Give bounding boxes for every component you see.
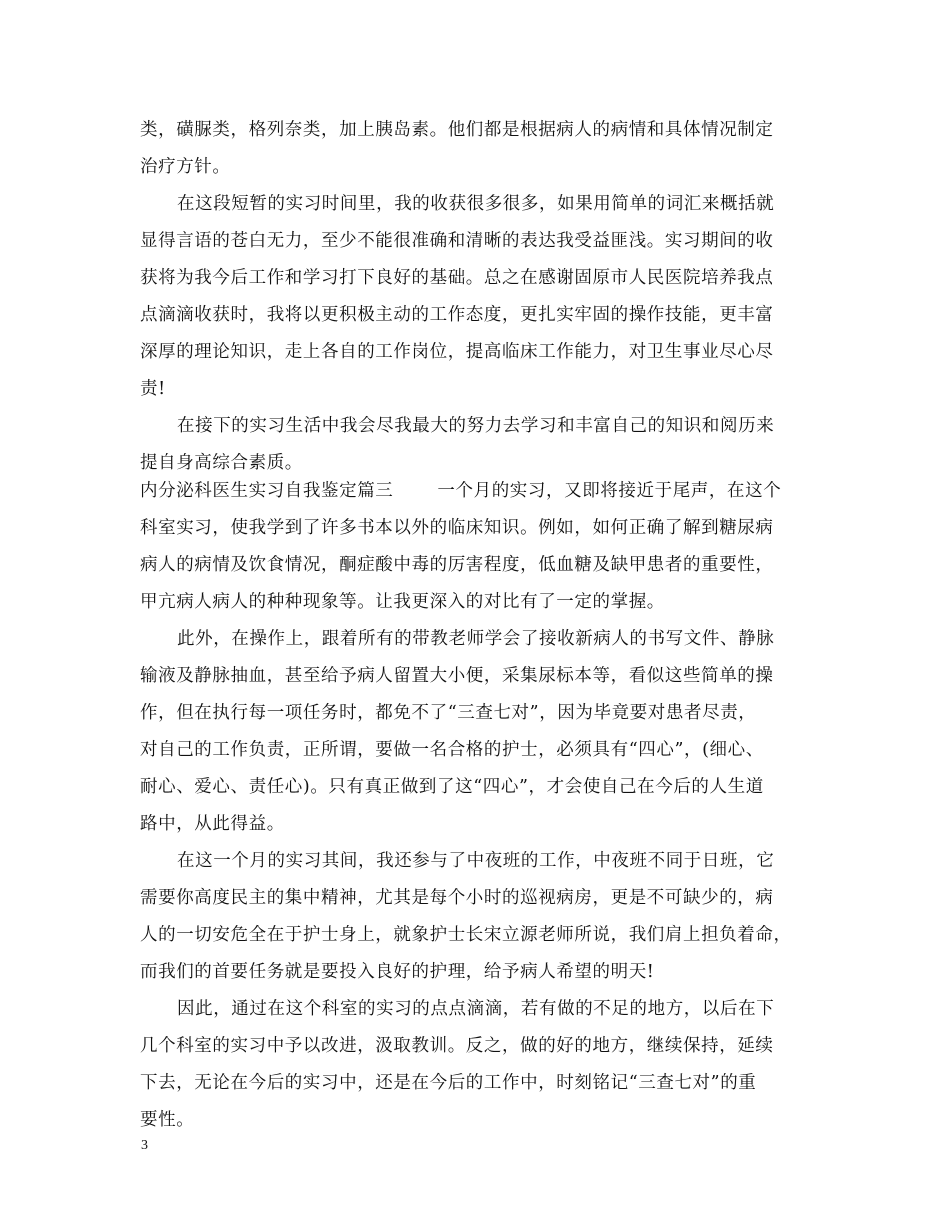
text-line: 而我们的首要任务就是要投入良好的护理，给予病人希望的明天! bbox=[140, 962, 655, 982]
text-line: 病人的病情及饮食情况，酮症酸中毒的厉害程度，低血糖及缺甲患者的重要性， bbox=[140, 555, 774, 575]
text-line: 责! bbox=[140, 379, 166, 399]
text-line: 科室实习，使我学到了许多书本以外的临床知识。例如，如何正确了解到糖尿病 bbox=[140, 518, 774, 538]
paragraph-start-line: 在这段短暂的实习时间里，我的收获很多很多，如果用简单的词汇来概括就 bbox=[177, 194, 775, 214]
text-line: 耐心、爱心、责任心)。只有真正做到了这“四心”，才会使自己在今后的人生道 bbox=[140, 777, 764, 797]
text-line: 输液及静脉抽血，甚至给予病人留置大小便，采集尿标本等，看似这些简单的操 bbox=[140, 666, 774, 686]
text-line: 甲亢病人病人的种种现象等。让我更深入的对比有了一定的掌握。 bbox=[140, 592, 665, 612]
text-line: 作，但在执行每一项任务时，都免不了“三查七对”，因为毕竟要对患者尽责， bbox=[140, 703, 757, 723]
text-line: 路中，从此得益。 bbox=[140, 814, 285, 834]
text-line: 下去，无论在今后的实习中，还是在今后的工作中，时刻铭记“三查七对”的重 bbox=[140, 1073, 757, 1093]
text-line: 点滴滴收获时，我将以更积极主动的工作态度，更扎实牢固的操作技能，更丰富 bbox=[140, 305, 774, 325]
section-heading-line bbox=[140, 479, 781, 503]
text-line: 深厚的理论知识，走上各自的工作岗位，提高临床工作能力，对卫生事业尽心尽 bbox=[140, 342, 774, 362]
text-line: 治疗方针。 bbox=[140, 157, 231, 177]
text-line: 类，磺脲类，格列奈类，加上胰岛素。他们都是根据病人的病情和具体情况制定 bbox=[140, 120, 774, 140]
text-line: 对自己的工作负责，正所谓，要做一名合格的护士，必须具有“四心”，(细心、 bbox=[140, 740, 764, 760]
text-line: 需要你高度民主的集中精神，尤其是每个小时的巡视病房，更是不可缺少的，病 bbox=[140, 888, 774, 908]
text-line: 人的一切安危全在于护士身上，就象护士长宋立源老师所说，我们肩上担负着命， bbox=[140, 925, 792, 945]
text-line: 要性。 bbox=[140, 1110, 195, 1130]
paragraph-start-line: 此外，在操作上，跟着所有的带教老师学会了接收新病人的书写文件、静脉 bbox=[177, 629, 775, 649]
text-line: 提自身高综合素质。 bbox=[140, 453, 303, 473]
text-line: 获将为我今后工作和学习打下良好的基础。总之在感谢固原市人民医院培养我点 bbox=[140, 268, 774, 288]
paragraph-start-line: 在这一个月的实习其间，我还参与了中夜班的工作，中夜班不同于日班，它 bbox=[177, 851, 775, 871]
text-line: 一个月的实习，又即将接近于尾声，在这个 bbox=[437, 481, 782, 501]
text-line: 几个科室的实习中予以改进，汲取教训。反之，做的好的地方，继续保持，延续 bbox=[140, 1036, 774, 1056]
paragraph-start-line: 因此，通过在这个科室的实习的点点滴滴，若有做的不足的地方，以后在下 bbox=[177, 999, 775, 1019]
page-number: 3 bbox=[141, 1138, 148, 1153]
text-line: 显得言语的苍白无力，至少不能很准确和清晰的表达我受益匪浅。实习期间的收 bbox=[140, 231, 774, 251]
section-heading: 内分泌科医生实习自我鉴定篇三 bbox=[140, 481, 394, 501]
paragraph-start-line: 在接下的实习生活中我会尽我最大的努力去学习和丰富自己的知识和阅历来 bbox=[177, 416, 775, 436]
